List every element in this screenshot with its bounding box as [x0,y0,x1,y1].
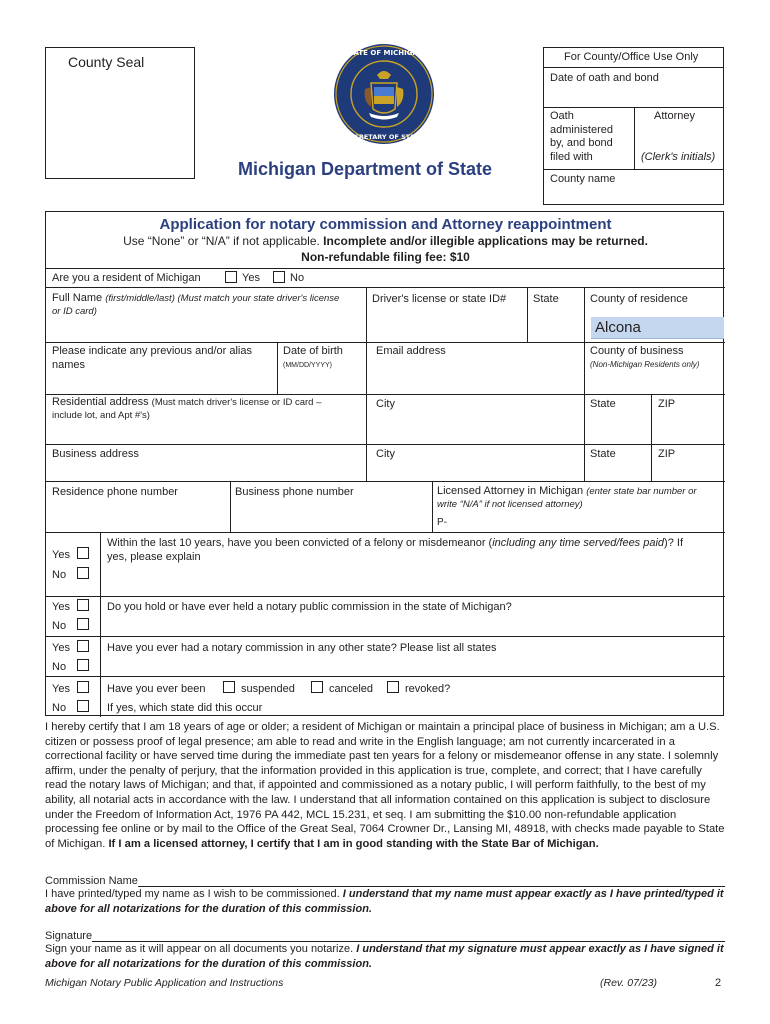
zip-label: ZIP [658,398,676,410]
attorney-label: Attorney [654,110,695,122]
q1-yes-checkbox[interactable] [77,547,89,559]
form-title: Application for notary commission and Attorney reappointment [159,216,612,233]
county-residence-field[interactable]: Alcona [591,317,724,339]
resident-yes-checkbox[interactable] [225,271,237,283]
residence-phone-label: Residence phone number [52,486,178,498]
resident-no-checkbox[interactable] [273,271,285,283]
other-state-question: Have you ever had a notary commission in any other state? Please list all states [107,642,497,654]
footer-revision: (Rev. 07/23) [600,977,657,989]
email-label: Email address [376,345,446,357]
county-business-note: (Non-Michigan Residents only) [590,360,700,369]
oath-bond-date-label: Date of oath and bond [550,72,659,84]
state-label-2: State [590,398,616,410]
revoked-label: revoked? [405,683,451,695]
office-use-box [543,47,724,205]
page-number: 2 [715,977,722,989]
q2-no-checkbox[interactable] [77,618,89,630]
suspended-label: suspended [241,683,295,695]
zip-label-2: ZIP [658,448,676,460]
county-business-label: County of business [590,345,684,357]
licensed-attorney-label: Licensed Attorney in Michigan (enter state bar number or write “N/A” if not licensed attorney) [437,485,697,510]
revoked-checkbox[interactable] [387,681,399,693]
q2-yes-checkbox[interactable] [77,599,89,611]
previous-names-label: Please indicate any previous and/or alias names [52,345,252,371]
county-seal-box [45,47,195,179]
state-label: State [533,293,559,305]
signature-note: Sign your name as it will appear on all documents you notarize. I understand that my signature must appear exactly as I have signed it above for all notarizations for the duration of this commission. [45,943,724,970]
which-state-question: If yes, which state did this occur [107,702,263,714]
form-instruction: Use “None” or “N/A” if not applicable. Incomplete and/or illegible applications may be returned. [123,234,648,248]
city-label: City [376,398,395,410]
canceled-checkbox[interactable] [311,681,323,693]
svg-text:STATE OF MICHIGAN: STATE OF MICHIGAN [344,49,424,57]
footer-title: Michigan Notary Public Application and Instructions [45,977,284,989]
state-label-3: State [590,448,616,460]
q2-no-label: No [52,620,67,632]
bar-number-prefix: P- [437,517,447,528]
q3-yes-label: Yes [52,642,70,654]
q4-yes-label: Yes [52,683,70,695]
commission-name-line[interactable] [138,875,725,887]
michigan-seal-logo [333,43,435,145]
canceled-label: canceled [329,683,374,695]
q4-no-checkbox[interactable] [77,700,89,712]
city-label-2: City [376,448,395,460]
resident-question: Are you a resident of Michigan [52,272,201,284]
q4-no-label: No [52,702,67,714]
county-residence-label: County of residence [590,293,688,305]
signature-section [45,930,725,972]
suspended-checkbox[interactable] [223,681,235,693]
michigan-commission-question: Do you hold or have ever held a notary public commission in the state of Michigan? [107,601,512,613]
business-address-label: Business address [52,448,139,460]
commission-name-label: Commission Name [45,875,138,887]
oath-administered-label: Oath administered by, and bond filed with [550,110,613,163]
certification-text: I hereby certify that I am 18 years of age or older; a resident of Michigan or maintain a principal place of business in Michigan; am a U.S. citizen or possess proof of legal presence; am able to read and write in the English language; am not currently incarcerated in a correctional facility or have served time during the immediate past ten years for a felony or misdemeanor offense in any state. I solemnly affirm, under the penalty of perjury, that the information provided in this application is true, complete, and correct; that I have carefully read the notary laws of Michigan; and that, if appointed and commissioned as a notary public, I will perform faithfully, to the best of my ability, all notarial acts in accordance with the law. I understand that all information contained on this application is subject to disclosure under the Freedom of Information Act, 1976 PA 442, MCL 15.231, et seq. I am submitting the $10.00 non-refundable application processing fee online or by mail to the Office of the Great Seal, 7064 Crowner Dr., Lansing MI, 48918, with checks made payable to State of Michigan. If I am a licensed attorney, I certify that I am in good standing with the State Bar of Michigan. [45,721,725,850]
resident-no-label: No [290,272,305,284]
q3-no-checkbox[interactable] [77,659,89,671]
full-name-label: Full Name (first/middle/last) (Must match your state driver's license or ID card) [52,292,340,317]
q1-no-checkbox[interactable] [77,567,89,579]
clerk-initials-label: (Clerk's initials) [641,151,716,163]
q2-yes-label: Yes [52,601,70,613]
q4-yes-checkbox[interactable] [77,681,89,693]
county-name-label: County name [550,173,616,185]
svg-text:SECRETARY OF STATE: SECRETARY OF STATE [344,133,424,141]
q3-no-label: No [52,661,67,673]
q1-yes-label: Yes [52,549,70,561]
drivers-license-label: Driver's license or state ID# [372,293,507,305]
resident-yes-label: Yes [242,272,260,284]
q3-yes-checkbox[interactable] [77,640,89,652]
dob-label: Date of birth [283,345,343,357]
signature-line[interactable] [92,930,725,942]
filing-fee: Non-refundable filing fee: $10 [301,250,470,264]
residential-address-label: Residential address (Must match driver's license or ID card – include lot, and Apt #'s) [52,396,322,421]
office-use-header: For County/Office Use Only [564,51,699,63]
dob-format: (MM/DD/YYYY) [283,362,332,369]
commission-name-section [45,875,725,917]
q1-no-label: No [52,569,67,581]
application-form [45,211,724,716]
department-title: Michigan Department of State [238,159,493,179]
felony-question: Within the last 10 years, have you been convicted of a felony or misdemeanor (including any time served/fees paid)? If yes, please explain [107,537,683,563]
signature-label: Signature [45,930,93,942]
business-phone-label: Business phone number [235,486,354,498]
commission-name-note: I have printed/typed my name as I wish to be commissioned. I understand that my name must appear exactly as I have printed/typed it above for all notarizations for the duration of this commission. [45,888,724,915]
county-seal-label: County Seal [68,54,145,70]
ever-been-question: Have you ever been [107,683,206,695]
